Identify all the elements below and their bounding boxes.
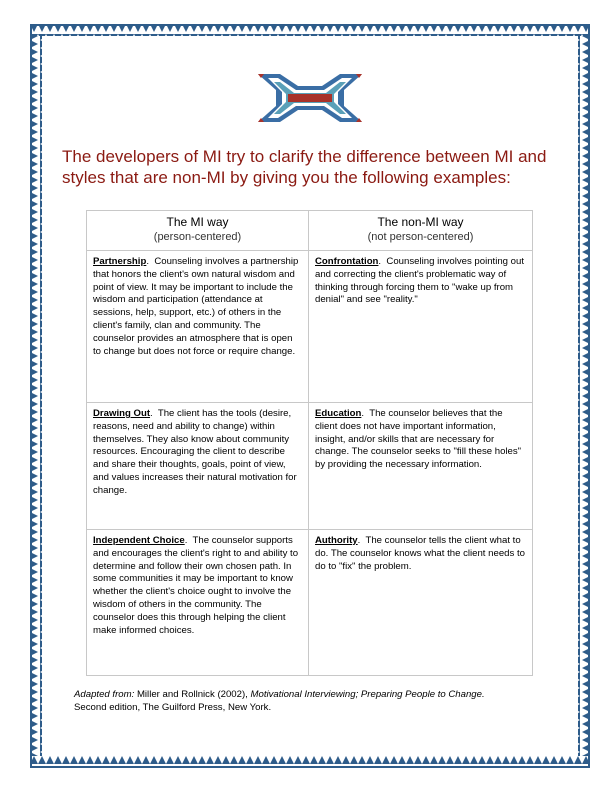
mi-way-header	[87, 211, 309, 251]
non-mi-term: Confrontation	[315, 256, 379, 267]
non-mi-description: The counselor believes that the client does not have important information, insight, and/or skills that are necessary for change. The counselor seeks to "fill these holes" by providing the necessary information.	[315, 408, 522, 471]
table-row	[87, 403, 533, 530]
non-mi-cell: Confrontation. Counseling involves pointing out and correcting the client's problematic way of thinking through forcing them to "wake up from denial" and see "reality."	[309, 251, 533, 403]
comparison-table	[86, 210, 533, 676]
non-mi-way-header	[309, 211, 533, 251]
mi-term: Independent Choice	[93, 535, 185, 546]
citation-title: Motivational Interviewing; Preparing People to Change.	[250, 689, 485, 700]
mi-cell: Independent Choice. The counselor supports and encourages the client's right to and ability to determine and follow their own chosen path. In some communities it may be important to know whether the client's choice ought to involve the wisdom of others in the community. The counselor does this through helping the client make informed choices.	[87, 530, 309, 676]
column-subtitle: (person-centered)	[153, 231, 242, 243]
page-heading: The developers of MI try to clarify the difference between MI and styles that are non-MI by giving you the following examples:	[62, 147, 547, 187]
mi-term: Partnership	[93, 256, 147, 267]
citation	[74, 688, 554, 714]
column-subtitle: (not person-centered)	[367, 231, 474, 243]
mi-term: Drawing Out	[93, 408, 151, 419]
non-mi-term: Education	[315, 408, 362, 419]
table-row	[87, 251, 533, 403]
non-mi-description: The counselor tells the client what to do. The counselor knows what the client needs to do to "fix" the problem.	[315, 535, 525, 572]
mi-cell: Drawing Out. The client has the tools (desire, reasons, need and ability to change) within themselves. They also know about community resources. Encouraging the client to describe and share their thoughts, goals, point of view, and values increases their natural motivation for change.	[87, 403, 309, 530]
mi-description: The counselor supports and encourages the client's right to and ability to determine and follow their own chosen path. In some communities it may be important to know whether the client's choice ought to involve the wisdom of others in the community. The counselor does this through helping the client make informed choices.	[93, 535, 299, 636]
tribal-emblem	[258, 72, 362, 124]
column-title: The non-MI way	[377, 215, 464, 229]
table-row	[87, 530, 533, 676]
mi-description: The client has the tools (desire, reasons, need and ability to change) within themselves. They also know about community resources. Encouraging the client to describe and share their thoughts, goals, point of view, and values increases their natural motivation for change.	[93, 408, 297, 496]
emblem-svg	[258, 72, 362, 124]
non-mi-term: Authority	[315, 535, 358, 546]
column-title: The MI way	[166, 215, 229, 229]
non-mi-cell: Authority. The counselor tells the client what to do. The counselor knows what the client needs to do to "fix" the problem.	[309, 530, 533, 676]
table-header-row	[87, 211, 533, 251]
citation-authors: Miller and Rollnick (2002),	[136, 689, 248, 700]
mi-description: Counseling involves a partnership that honors the client's own natural wisdom and point of view. It may be important to include the wisdom and participation (attendance at sessions, help, support, etc.) of others in the client's family, clan and community. The counselor provides an atmosphere that is open to change but does not force or require change.	[93, 256, 299, 357]
non-mi-cell: Education. The counselor believes that the client does not have important information, insight, and/or skills that are necessary for change. The counselor seeks to "fill these holes" by providing the necessary information.	[309, 403, 533, 530]
citation-publisher: Second edition, The Guilford Press, New York.	[74, 702, 272, 713]
mi-cell: Partnership. Counseling involves a partnership that honors the client's own natural wisdom and point of view. It may be important to include the wisdom and participation (attendance at sessions, help, support, etc.) of others in the client's family, clan and community. The counselor provides an atmosphere that is open to change but does not force or require change.	[87, 251, 309, 403]
non-mi-description: Counseling involves pointing out and correcting the client's problematic way of thinking through forcing them to "wake up from denial" and see "reality."	[315, 256, 525, 306]
citation-prefix: Adapted from:	[74, 689, 135, 700]
